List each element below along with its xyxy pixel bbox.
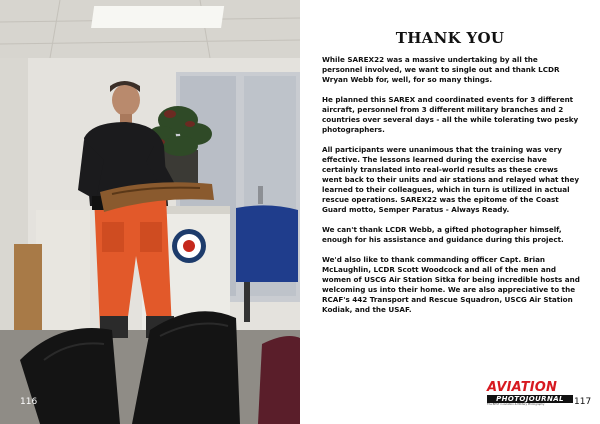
article-body — [322, 55, 580, 325]
paragraph: We can't thank LCDR Webb, a gifted photographer himself, enough for his assistance and guidance during this project. — [322, 225, 564, 244]
aviation-photojournal-logo — [487, 381, 573, 411]
page-number-right: 117 — [574, 397, 592, 407]
paragraph: All participants were unanimous that the training was very effective. The lessons learned during the exercise have certainly translated into real-world results as these crews went back to their units and air stations and relayed what they learned to their colleagues, which in turn is utilized in actual rescue operations. SAREX22 was the epitome of the Coast Guard motto, Semper Paratus - Always Ready. — [322, 145, 580, 214]
page-title: THANK YOU — [395, 29, 505, 47]
logo-line-1: AVIATION — [487, 380, 558, 395]
ceiling-light — [91, 6, 224, 28]
logo-tagline: The BEST in Aviation & Military Photography — [487, 403, 545, 406]
page-number-left: 116 — [20, 397, 38, 407]
paragraph: While SAREX22 was a massive undertaking by all the personnel involved, we want to single out and thank LCDR Wryan Webb for, well, for so many things. — [322, 55, 560, 84]
paragraph: He planned this SAREX and coordinated events for 3 different aircraft, personnel from 3 different military branches and 2 countries over several days - all the while tolerating two pesky photographers. — [322, 95, 579, 134]
logo-line-2: PHOTOJOURNAL — [487, 395, 573, 403]
blue-chair — [236, 205, 298, 282]
paragraph: We'd also like to thank commanding officer Capt. Brian McLaughlin, LCDR Scott Woodcock and all of the men and women of USCG Air Station Sitka for being incredible hosts and welcoming us into their home. We are also appreciative to the RCAF's 442 Transport and Rescue Squadron, USCG Air Station Kodiak, and the USAF. — [322, 255, 580, 314]
text-page — [300, 0, 600, 424]
podium-left — [36, 210, 90, 340]
